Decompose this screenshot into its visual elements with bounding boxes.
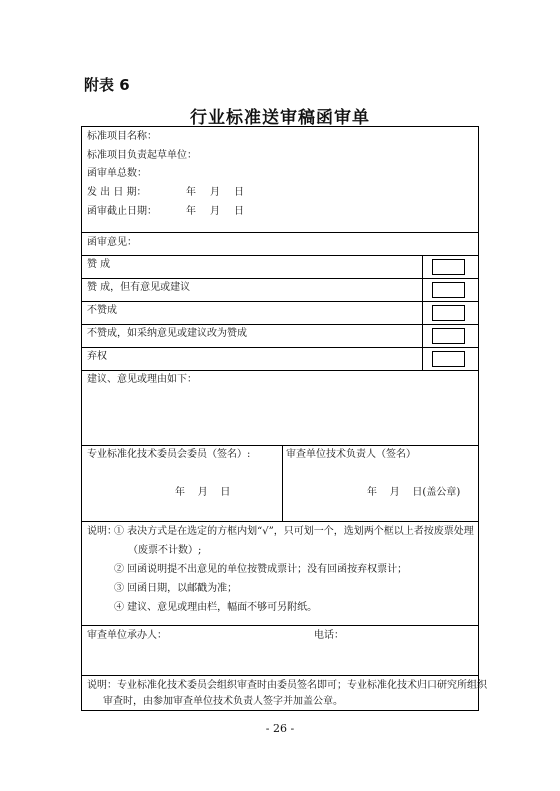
- option-checkbox-reject-unless-adopted[interactable]: [432, 328, 465, 344]
- option-checkbox-reject[interactable]: [432, 305, 465, 321]
- deadline-month: 月: [210, 206, 220, 217]
- issue-date-label: 发 出 日 期：: [87, 187, 147, 198]
- divider: [82, 324, 478, 325]
- notes-prefix: 说明：: [87, 526, 117, 537]
- divider: [82, 625, 478, 626]
- divider: [82, 278, 478, 279]
- drafting-org-label: 标准项目负责起草单位：: [87, 150, 197, 161]
- option-checkbox-approve-with-comments[interactable]: [432, 282, 465, 298]
- form-count-label: 函审单总数：: [87, 168, 147, 179]
- suggestions-label: 建议、意见或理由如下：: [87, 374, 197, 385]
- option-checkbox-approve[interactable]: [432, 259, 465, 275]
- committee-member-signature-label: 专业标准化技术委员会委员（签名）:: [87, 449, 251, 460]
- divider: [82, 301, 478, 302]
- deadline-label: 函审截止日期：: [87, 206, 157, 217]
- form-title: 行业标准送审稿函审单: [190, 108, 370, 128]
- divider: [82, 445, 478, 446]
- footer-note-line-1: 说明：专业标准化技术委员会组织审查时由委员签名即可；专业标准化技术归口研究所组织: [87, 680, 487, 691]
- option-column-divider: [422, 255, 423, 370]
- tech-lead-signature-date: 年 月 日(盖公章): [367, 487, 461, 498]
- issue-date-day: 日: [234, 187, 244, 198]
- page-number: - 26 -: [265, 722, 295, 735]
- note-item-3: ③ 回函日期，以邮戳为准；: [114, 583, 238, 594]
- signature-column-divider: [282, 445, 283, 521]
- opinion-header: 函审意见：: [87, 237, 137, 248]
- note-item-4: ④ 建议、意见或理由栏，幅面不够可另附纸。: [114, 602, 318, 613]
- option-checkbox-abstain[interactable]: [432, 351, 465, 367]
- option-label-abstain: 弃权: [87, 351, 107, 362]
- note-item-2: ② 回函说明提不出意见的单位按赞成票计；没有回函按弃权票计；: [114, 564, 408, 575]
- divider: [82, 255, 478, 256]
- issue-date-year: 年: [186, 187, 196, 198]
- divider: [82, 347, 478, 348]
- handler-label: 审查单位承办人：: [87, 630, 167, 641]
- option-label-approve: 赞 成: [87, 259, 111, 270]
- review-form-table: [81, 126, 487, 711]
- divider: [82, 521, 478, 522]
- footer-note-line-2: 审查时，由参加审查单位技术负责人签字并加盖公章。: [103, 696, 343, 707]
- attachment-label: 附表 6: [84, 76, 130, 94]
- project-name-label: 标准项目名称：: [87, 131, 157, 142]
- issue-date-month: 月: [210, 187, 220, 198]
- divider: [82, 232, 478, 233]
- committee-signature-date: 年 月 日: [175, 487, 231, 498]
- divider: [82, 370, 478, 371]
- deadline-day: 日: [234, 206, 244, 217]
- option-label-approve-with-comments: 赞 成，但有意见或建议: [87, 282, 191, 293]
- phone-label: 电话：: [314, 630, 344, 641]
- deadline-year: 年: [186, 206, 196, 217]
- divider: [82, 675, 478, 676]
- option-label-reject-unless-adopted: 不赞成，如采纳意见或建议改为赞成: [87, 328, 247, 339]
- tech-lead-signature-label: 审查单位技术负责人（签名）: [286, 449, 416, 460]
- note-item-1: ① 表决方式是在选定的方框内划“√”，只可划一个，选划两个框以上者按废票处理: [114, 526, 474, 537]
- option-label-reject: 不赞成: [87, 305, 117, 316]
- note-item-1-continued: （废票不计数）;: [128, 545, 202, 556]
